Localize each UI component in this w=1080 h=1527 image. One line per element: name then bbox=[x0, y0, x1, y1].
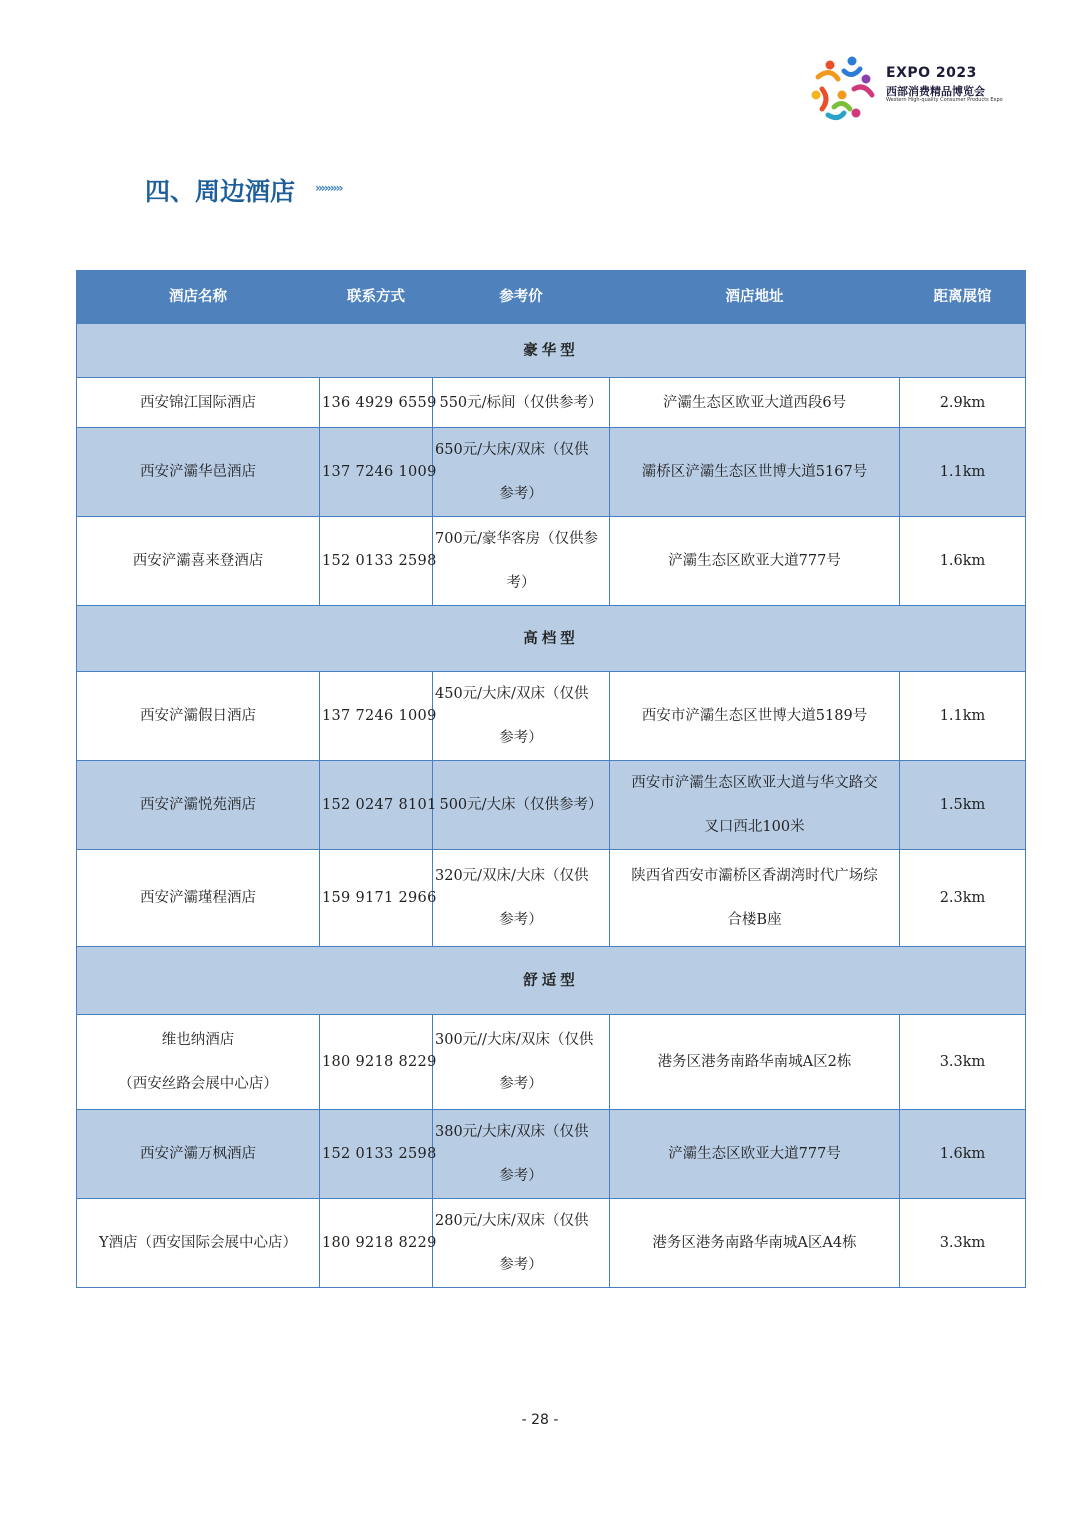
hotel-phone: 180 9218 8229 bbox=[320, 1199, 433, 1288]
price-line-1: 300元//大床/双床（仅供 bbox=[435, 1032, 594, 1048]
hotel-distance: 1.1km bbox=[900, 672, 1026, 761]
price-line-2: 参考） bbox=[499, 912, 543, 928]
hotel-distance: 1.6km bbox=[900, 1110, 1026, 1199]
hotel-address bbox=[610, 761, 900, 850]
hotel-distance: 3.3km bbox=[900, 1199, 1026, 1288]
hotel-distance: 2.9km bbox=[900, 378, 1026, 428]
header-contact: 联系方式 bbox=[320, 271, 433, 324]
name-line-2: （西安丝路会展中心店） bbox=[118, 1076, 278, 1092]
price-line-2: 参考） bbox=[499, 1257, 543, 1273]
hotel-price: 500元/大床（仅供参考） bbox=[433, 761, 610, 850]
table-row bbox=[77, 1015, 1026, 1110]
hotel-distance: 1.1km bbox=[900, 428, 1026, 517]
hotel-name bbox=[77, 1015, 320, 1110]
hotel-phone: 137 7246 1009 bbox=[320, 672, 433, 761]
hotel-phone: 159 9171 2966 bbox=[320, 850, 433, 947]
hotel-price bbox=[433, 1199, 610, 1288]
hotel-address: 浐灞生态区欧亚大道777号 bbox=[610, 1110, 900, 1199]
table-row bbox=[77, 761, 1026, 850]
price-line-1: 700元/豪华客房（仅供参 bbox=[435, 531, 599, 547]
hotel-distance: 1.6km bbox=[900, 517, 1026, 606]
hotel-address: 灞桥区浐灞生态区世博大道5167号 bbox=[610, 428, 900, 517]
hotel-phone: 180 9218 8229 bbox=[320, 1015, 433, 1110]
price-line-2: 参考） bbox=[499, 486, 543, 502]
category-label: 豪华型 bbox=[77, 324, 1026, 378]
hotel-name: Y酒店（西安国际会展中心店） bbox=[77, 1199, 320, 1288]
price-line-2: 考） bbox=[506, 575, 536, 591]
hotel-address: 港务区港务南路华南城A区2栋 bbox=[610, 1015, 900, 1110]
table-row bbox=[77, 1110, 1026, 1199]
price-line-1: 450元/大床/双床（仅供 bbox=[435, 686, 589, 702]
hotel-price: 550元/标间（仅供参考） bbox=[433, 378, 610, 428]
category-row-comfort bbox=[77, 947, 1026, 1015]
table-row bbox=[77, 850, 1026, 947]
header-hotel-name: 酒店名称 bbox=[77, 271, 320, 324]
hotel-table bbox=[76, 270, 1026, 1288]
hotel-phone: 136 4929 6559 bbox=[320, 378, 433, 428]
hotel-price bbox=[433, 428, 610, 517]
table-row bbox=[77, 378, 1026, 428]
hotel-price bbox=[433, 517, 610, 606]
address-line-2: 叉口西北100米 bbox=[704, 819, 805, 835]
hotel-address: 浐灞生态区欧亚大道西段6号 bbox=[610, 378, 900, 428]
hotel-price bbox=[433, 672, 610, 761]
address-line-1: 陕西省西安市灞桥区香湖湾时代广场综 bbox=[631, 868, 878, 884]
hotel-address: 浐灞生态区欧亚大道777号 bbox=[610, 517, 900, 606]
hotel-price bbox=[433, 1015, 610, 1110]
logo-english-text: Western High-quality Consumer Products Expo bbox=[886, 97, 1003, 103]
address-line-2: 合楼B座 bbox=[727, 912, 782, 928]
hotel-address bbox=[610, 850, 900, 947]
address-line-1: 西安市浐灞生态区欧亚大道与华文路交 bbox=[631, 775, 878, 791]
category-row-upscale bbox=[77, 606, 1026, 672]
price-line-1: 380元/大床/双床（仅供 bbox=[435, 1124, 589, 1140]
hotel-name: 西安浐灞悦苑酒店 bbox=[77, 761, 320, 850]
table-row bbox=[77, 672, 1026, 761]
hotel-phone: 152 0133 2598 bbox=[320, 1110, 433, 1199]
table-row bbox=[77, 1199, 1026, 1288]
name-line-1: 维也纳酒店 bbox=[161, 1032, 235, 1048]
hotel-name: 西安锦江国际酒店 bbox=[77, 378, 320, 428]
hotel-address: 港务区港务南路华南城A区A4栋 bbox=[610, 1199, 900, 1288]
hotel-price bbox=[433, 850, 610, 947]
table-row bbox=[77, 517, 1026, 606]
hotel-phone: 152 0133 2598 bbox=[320, 517, 433, 606]
hotel-distance: 1.5km bbox=[900, 761, 1026, 850]
hotel-price bbox=[433, 1110, 610, 1199]
table-header-row bbox=[77, 271, 1026, 324]
header-distance: 距离展馆 bbox=[900, 271, 1026, 324]
hotel-phone: 152 0247 8101 bbox=[320, 761, 433, 850]
hotel-name: 西安浐灞喜来登酒店 bbox=[77, 517, 320, 606]
hotel-name: 西安浐灞瑾程酒店 bbox=[77, 850, 320, 947]
price-line-1: 650元/大床/双床（仅供 bbox=[435, 442, 589, 458]
expo-logo-mark-icon bbox=[808, 55, 884, 125]
price-line-2: 参考） bbox=[499, 1076, 543, 1092]
price-line-1: 280元/大床/双床（仅供 bbox=[435, 1213, 589, 1229]
price-line-1: 320元/双床/大床（仅供 bbox=[435, 868, 589, 884]
header-address: 酒店地址 bbox=[610, 271, 900, 324]
category-label: 舒适型 bbox=[77, 947, 1026, 1015]
category-label: 高档型 bbox=[77, 606, 1026, 672]
header-price: 参考价 bbox=[433, 271, 610, 324]
expo-logo bbox=[808, 55, 1008, 125]
page-number: - 28 - bbox=[521, 1412, 559, 1428]
hotel-distance: 2.3km bbox=[900, 850, 1026, 947]
logo-chinese-text: 西部消费精品博览会 bbox=[886, 85, 985, 98]
hotel-address: 西安市浐灞生态区世博大道5189号 bbox=[610, 672, 900, 761]
category-row-luxury bbox=[77, 324, 1026, 378]
hotel-distance: 3.3km bbox=[900, 1015, 1026, 1110]
section-title: 四、周边酒店 bbox=[145, 177, 296, 206]
hotel-phone: 137 7246 1009 bbox=[320, 428, 433, 517]
price-line-2: 参考） bbox=[499, 730, 543, 746]
hotel-name: 西安浐灞华邑酒店 bbox=[77, 428, 320, 517]
table-row bbox=[77, 428, 1026, 517]
hotel-name: 西安浐灞万枫酒店 bbox=[77, 1110, 320, 1199]
title-arrows-decoration: ››››››››› bbox=[315, 181, 342, 195]
price-line-2: 参考） bbox=[499, 1168, 543, 1184]
logo-expo-text: EXPO 2023 bbox=[886, 65, 977, 81]
hotel-name: 西安浐灞假日酒店 bbox=[77, 672, 320, 761]
